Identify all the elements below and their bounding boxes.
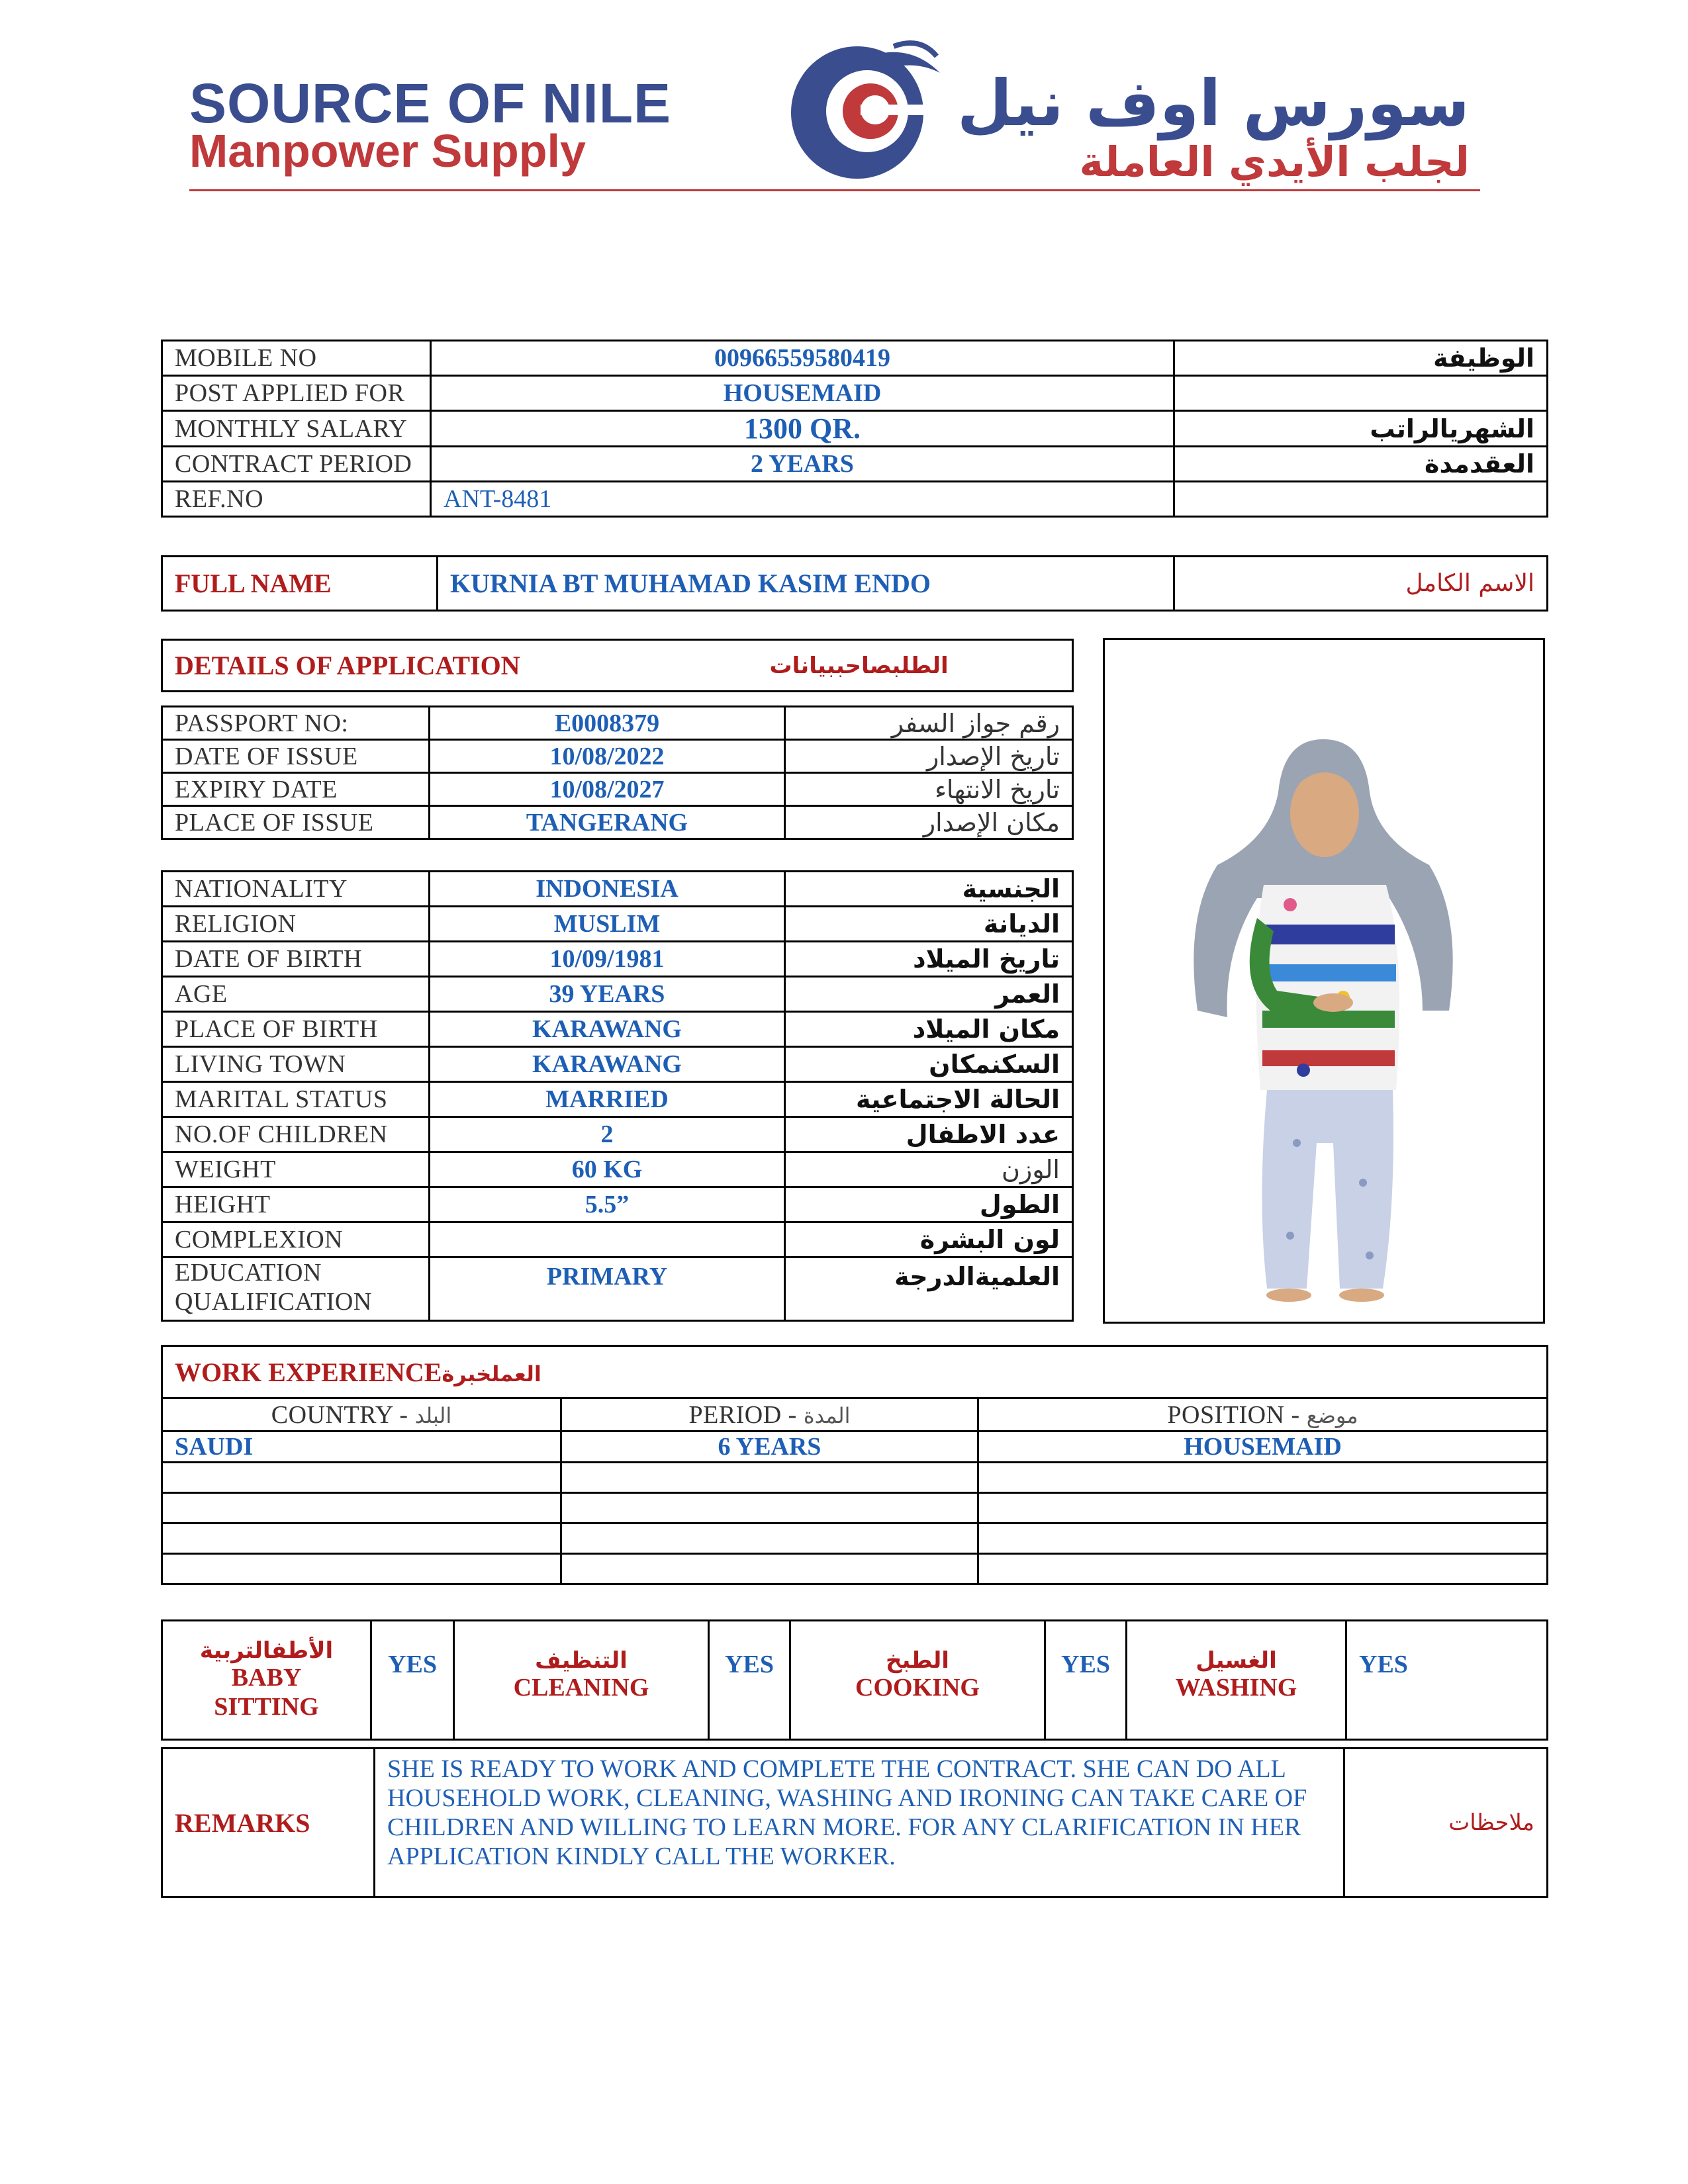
value-nationality: INDONESIA — [430, 872, 785, 907]
table-row — [162, 1222, 1073, 1257]
label-post-applied: POST APPLIED FOR — [162, 376, 431, 411]
arabic-label: مكان الميلاد — [785, 1012, 1073, 1047]
value-mobile-no: 00966559580419 — [431, 341, 1174, 376]
table-row — [162, 1012, 1073, 1047]
arabic-label — [1174, 376, 1548, 411]
cell-country — [162, 1463, 561, 1493]
table-row — [162, 1117, 1073, 1152]
skill-baby-sitting: الأطفالتربية BABY SITTING — [162, 1621, 371, 1740]
label-place-of-birth: PLACE OF BIRTH — [162, 1012, 430, 1047]
table-row — [162, 1749, 1548, 1897]
cell-country: SAUDI — [162, 1432, 561, 1463]
details-title-arabic: الطلبصاحببيانات — [758, 640, 1073, 692]
work-experience-title-en: WORK EXPERIENCE — [175, 1357, 442, 1387]
cell-period — [561, 1463, 978, 1493]
label-place-of-issue: PLACE OF ISSUE — [162, 806, 430, 839]
value-contract-period: 2 YEARS — [431, 447, 1174, 482]
remarks-table — [161, 1747, 1548, 1898]
table-row — [162, 1398, 1548, 1432]
arabic-label: العلميةالدرجة — [785, 1257, 1073, 1321]
skill-cleaning: التنظيف CLEANING — [454, 1621, 709, 1740]
education-label-line2: QUALIFICATION — [175, 1288, 372, 1316]
table-row — [162, 1493, 1548, 1524]
cell-country — [162, 1493, 561, 1524]
column-header-period: PERIOD - المدة — [561, 1398, 978, 1432]
label-date-of-birth: DATE OF BIRTH — [162, 942, 430, 977]
arabic-label: الطول — [785, 1187, 1073, 1222]
applicant-photo — [1105, 640, 1543, 1322]
skill-answer: YES — [1045, 1621, 1127, 1740]
table-row — [162, 1047, 1073, 1082]
cell-country — [162, 1524, 561, 1554]
work-experience-title — [162, 1346, 1548, 1398]
skill-cooking: الطبخ COOKING — [790, 1621, 1045, 1740]
header-divider — [189, 189, 1480, 191]
table-row — [162, 1463, 1548, 1493]
arabic-label: الوزن — [785, 1152, 1073, 1187]
arabic-label: لون البشرة — [785, 1222, 1073, 1257]
full-name-table — [161, 555, 1548, 612]
label-passport-no: PASSPORT NO: — [162, 707, 430, 740]
value-post-applied: HOUSEMAID — [431, 376, 1174, 411]
label-education — [162, 1257, 430, 1321]
table-row — [162, 1187, 1073, 1222]
cell-period — [561, 1554, 978, 1584]
table-row — [162, 557, 1548, 611]
applicant-photo-frame — [1103, 638, 1545, 1324]
table-row — [162, 1554, 1548, 1584]
arabic-label: الجنسية — [785, 872, 1073, 907]
label-ref-no: REF.NO — [162, 482, 431, 517]
remarks-label: REMARKS — [162, 1749, 375, 1897]
skill-washing: الغسيل WASHING — [1127, 1621, 1346, 1740]
cell-period — [561, 1524, 978, 1554]
skill-answer: YES — [1346, 1621, 1548, 1740]
label-date-of-issue: DATE OF ISSUE — [162, 740, 430, 773]
table-row — [162, 707, 1073, 740]
value-expiry-date: 10/08/2027 — [430, 773, 785, 806]
table-row — [162, 482, 1548, 517]
table-row — [162, 907, 1073, 942]
cell-position — [978, 1463, 1548, 1493]
table-row — [162, 447, 1548, 482]
cell-position — [978, 1524, 1548, 1554]
value-passport-no: E0008379 — [430, 707, 785, 740]
value-ref-no: ANT-8481 — [431, 482, 1174, 517]
arabic-label: العقدمدة — [1174, 447, 1548, 482]
table-row — [162, 1621, 1548, 1740]
table-row — [162, 1257, 1073, 1321]
value-height: 5.5” — [430, 1187, 785, 1222]
value-no-of-children: 2 — [430, 1117, 785, 1152]
value-date-of-birth: 10/09/1981 — [430, 942, 785, 977]
details-title: DETAILS OF APPLICATION — [162, 640, 758, 692]
label-no-of-children: NO.OF CHILDREN — [162, 1117, 430, 1152]
value-education: PRIMARY — [430, 1257, 785, 1321]
brand-name-arabic: سورس اوف نيل — [957, 66, 1470, 140]
table-row — [162, 1346, 1548, 1398]
label-living-town: LIVING TOWN — [162, 1047, 430, 1082]
arabic-label: الوظيفة — [1174, 341, 1548, 376]
label-expiry-date: EXPIRY DATE — [162, 773, 430, 806]
skill-answer: YES — [371, 1621, 454, 1740]
label-marital-status: MARITAL STATUS — [162, 1082, 430, 1117]
label-height: HEIGHT — [162, 1187, 430, 1222]
cell-country — [162, 1554, 561, 1584]
arabic-label: عدد الاطفال — [785, 1117, 1073, 1152]
arabic-label: الاسم الكامل — [1174, 557, 1548, 611]
cell-period — [561, 1493, 978, 1524]
table-row — [162, 977, 1073, 1012]
label-nationality: NATIONALITY — [162, 872, 430, 907]
passport-table — [161, 705, 1074, 840]
column-header-country: COUNTRY - البلد — [162, 1398, 561, 1432]
label-contract-period: CONTRACT PERIOD — [162, 447, 431, 482]
label-religion: RELIGION — [162, 907, 430, 942]
arabic-label: تاريخ الإصدار — [785, 740, 1073, 773]
arabic-label: السكنمكان — [785, 1047, 1073, 1082]
arabic-label: مكان الإصدار — [785, 806, 1073, 839]
table-row — [162, 341, 1548, 376]
arabic-label: الحالة الاجتماعية — [785, 1082, 1073, 1117]
table-row — [162, 806, 1073, 839]
cell-position: HOUSEMAID — [978, 1432, 1548, 1463]
table-row — [162, 376, 1548, 411]
arabic-label: تاريخ الانتهاء — [785, 773, 1073, 806]
table-row — [162, 411, 1548, 447]
job-summary-table — [161, 340, 1548, 518]
table-row — [162, 640, 1073, 692]
arabic-label: تاريخ الميلاد — [785, 942, 1073, 977]
brand-name-english: SOURCE OF NILE — [189, 72, 672, 134]
value-age: 39 YEARS — [430, 977, 785, 1012]
brand-tagline-english: Manpower Supply — [189, 125, 586, 177]
value-weight: 60 KG — [430, 1152, 785, 1187]
skill-answer: YES — [709, 1621, 790, 1740]
table-row — [162, 1524, 1548, 1554]
label-complexion: COMPLEXION — [162, 1222, 430, 1257]
details-header-table — [161, 639, 1074, 692]
work-experience-table — [161, 1345, 1548, 1585]
table-row — [162, 773, 1073, 806]
table-row — [162, 1082, 1073, 1117]
brand-tagline-arabic: لجلب الأيدي العاملة — [1079, 138, 1470, 186]
value-marital-status: MARRIED — [430, 1082, 785, 1117]
company-logo-icon — [761, 33, 953, 185]
label-monthly-salary: MONTHLY SALARY — [162, 411, 431, 447]
cell-period: 6 YEARS — [561, 1432, 978, 1463]
arabic-label: العمر — [785, 977, 1073, 1012]
value-religion: MUSLIM — [430, 907, 785, 942]
work-experience-title-ar: العملخبرة — [442, 1361, 541, 1387]
column-header-position: POSITION - موضع — [978, 1398, 1548, 1432]
value-full-name: KURNIA BT MUHAMAD KASIM ENDO — [438, 557, 1174, 611]
table-row — [162, 872, 1073, 907]
remarks-text: SHE IS READY TO WORK AND COMPLETE THE CONTRACT. SHE CAN DO ALL HOUSEHOLD WORK, CLEANING, WASHING AND IRONING CAN TAKE CARE OF CHILDREN AND WILLING TO LEARN MORE. FOR ANY CLARIFICATION IN HER APPLICATION KINDLY CALL THE WORKER. — [375, 1749, 1344, 1897]
value-complexion — [430, 1222, 785, 1257]
value-place-of-birth: KARAWANG — [430, 1012, 785, 1047]
value-living-town: KARAWANG — [430, 1047, 785, 1082]
cell-position — [978, 1554, 1548, 1584]
cell-position — [978, 1493, 1548, 1524]
personal-details-table — [161, 870, 1074, 1322]
value-monthly-salary: 1300 QR. — [431, 411, 1174, 447]
label-weight: WEIGHT — [162, 1152, 430, 1187]
value-place-of-issue: TANGERANG — [430, 806, 785, 839]
table-row — [162, 1432, 1548, 1463]
table-row — [162, 942, 1073, 977]
skills-table — [161, 1619, 1548, 1741]
remarks-label-arabic: ملاحظات — [1344, 1749, 1548, 1897]
table-row — [162, 740, 1073, 773]
education-label-line1: EDUCATION — [175, 1259, 322, 1287]
label-mobile-no: MOBILE NO — [162, 341, 431, 376]
arabic-label — [1174, 482, 1548, 517]
arabic-label: الشهريالراتب — [1174, 411, 1548, 447]
arabic-label: الديانة — [785, 907, 1073, 942]
arabic-label: رقم جواز السفر — [785, 707, 1073, 740]
value-date-of-issue: 10/08/2022 — [430, 740, 785, 773]
table-row — [162, 1152, 1073, 1187]
label-full-name: FULL NAME — [162, 557, 438, 611]
label-age: AGE — [162, 977, 430, 1012]
